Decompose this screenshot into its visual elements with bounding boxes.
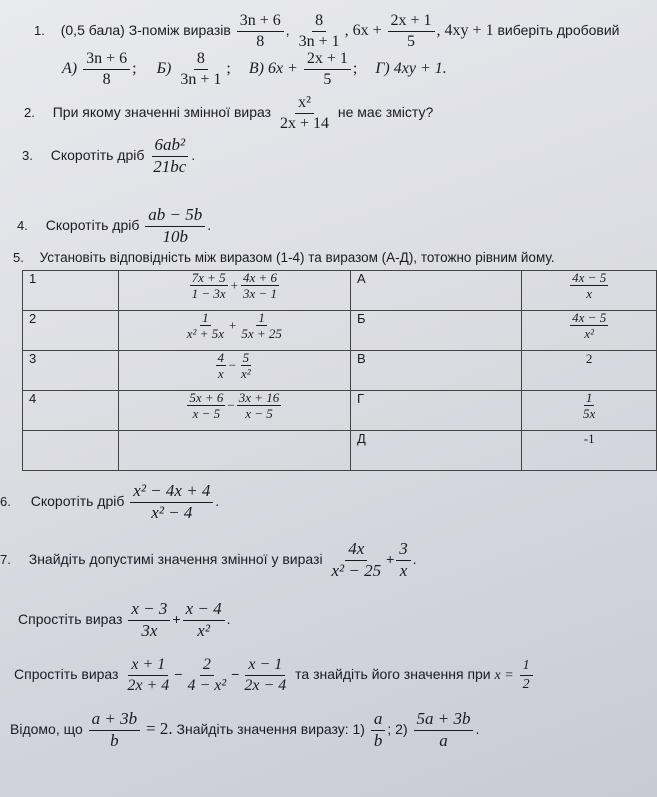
fraction: $\frac{3n + 6}{8}$ <box>83 50 130 88</box>
task-number: 5. <box>13 250 24 265</box>
fraction: $\frac{2}{\text{4 − x²}}$ <box>187 656 227 694</box>
option-label: Г) 4xy + 1. <box>375 59 447 77</box>
fraction: $\frac{2x + 1}{5}$ <box>304 50 351 88</box>
option-label: В) 6x + <box>248 59 298 77</box>
task-text: Установіть відповідність між виразом (1-4) та виразом (А-Д), тотожно рівним йому. <box>39 250 555 265</box>
task-number: 6. <box>0 493 11 509</box>
task-text: При якому значенні змінної вираз <box>52 103 272 120</box>
fraction: $\frac{4x}{\text{x² − 25}}$ <box>331 539 382 580</box>
task-10-line: Відомо, що $\frac{a + 3b}{b}$ = 2. Знайдіть значення виразу: 1) $\frac{a}{b}$ ; 2) $\frac{5a + 3b}{a}$ . <box>10 709 480 750</box>
expression: = 2. <box>146 718 173 738</box>
task-text: Спростіть вираз <box>18 610 123 627</box>
task-1-line: 1. (0,5 бала) З-поміж виразів $\frac{3n + 6}{8}$ , $\frac{8}{3n + 1}$ , 6x + $\frac{2x + 1}{5}$ , 4xy + 1 виберіть дробовий <box>34 12 620 50</box>
answer-cell: -1 <box>522 431 657 471</box>
task-text: Знайдіть значення виразу: 1) <box>176 720 365 737</box>
task-number: 2. <box>24 104 35 120</box>
task-text: та знайдіть його значення при <box>295 665 491 682</box>
answer-letter: А <box>350 271 521 311</box>
fraction: $\frac{2x + 1}{5}$ <box>388 12 435 50</box>
row-number: 3 <box>23 351 119 391</box>
fraction: $\frac{5a + 3b}{a}$ <box>414 710 474 750</box>
task-5-line <box>13 250 555 265</box>
fraction: $\frac{ab - 5b}{10b}$ <box>145 206 205 246</box>
expression: , 4xy + 1 <box>436 21 494 39</box>
fraction: $\frac{8}{3n + 1}$ <box>180 50 222 88</box>
task-text: не має змісту? <box>337 103 434 120</box>
fraction: $\frac{a + 3b}{b}$ <box>89 710 140 750</box>
table-row <box>23 351 657 391</box>
table-row <box>23 271 657 311</box>
task-text: Скоротіть дріб <box>50 146 145 163</box>
expression-cell: $\frac{1}{\text{x² + 5x}}$ + $\frac{1}{5x + 25}$ <box>118 311 350 351</box>
expression: , 6x + <box>344 21 382 39</box>
table-row <box>23 391 657 431</box>
expression-cell: $\frac{5x + 6}{x - 5}$ − $\frac{3x + 16}{x - 5}$ <box>118 391 350 431</box>
fraction: $\frac{x - 4}{\text{x²}}$ <box>183 600 225 640</box>
answer-letter: Д <box>350 431 521 471</box>
task-text: Скоротіть дріб <box>45 216 140 233</box>
answer-letter: Б <box>350 311 521 351</box>
option-label: А) <box>62 59 78 77</box>
fraction: $\frac{x - 3}{3x}$ <box>128 600 170 640</box>
option-label: Б) <box>156 59 172 77</box>
task-text: Знайдіть допустимі значення змінної у виразі <box>28 550 323 567</box>
row-number: 1 <box>23 271 119 311</box>
fraction: $\frac{1}{2}$ <box>520 658 533 692</box>
task-7-line: 7. Знайдіть допустимі значення змінної у виразі $\frac{4x}{\text{x² − 25}}$ + $\frac{3}{x}$ . <box>0 539 417 580</box>
fraction: $\frac{\text{x²}}{2x + 14}$ <box>279 94 329 132</box>
fraction: $\frac{8}{3n + 1}$ <box>298 12 340 50</box>
table-row <box>23 311 657 351</box>
task-number: 7. <box>0 551 11 567</box>
task-text: Скоротіть дріб <box>30 492 125 509</box>
task-4-line: 4. Скоротіть дріб $\frac{ab - 5b}{10b}$ . <box>17 205 212 246</box>
task-text: Спростіть вираз <box>14 665 119 682</box>
answer-cell: $\frac{4x - 5}{x}$ <box>522 271 657 311</box>
task-3-line: 3. Скоротіть дріб $\frac{\text{6ab²}}{21bc}$ . <box>22 135 196 176</box>
task-1-options: А) $\frac{3n + 6}{8}$ ; Б) $\frac{8}{3n + 1}$ ; В) 6x + $\frac{2x + 1}{5}$ ; Г) 4xy + 1. <box>62 50 447 88</box>
task-8-line: Спростіть вираз $\frac{x - 3}{3x}$ + $\frac{x - 4}{\text{x²}}$ . <box>18 599 231 640</box>
answer-cell: 2 <box>522 351 657 391</box>
matching-table <box>22 270 657 471</box>
task-number: 1. <box>34 22 45 38</box>
task-text: Відомо, що <box>10 720 83 737</box>
expression-cell: $\frac{4}{x}$ − $\frac{5}{\text{x²}}$ <box>118 351 350 391</box>
fraction: $\frac{3n + 6}{8}$ <box>237 12 284 50</box>
answer-letter: В <box>350 351 521 391</box>
task-text: виберіть дробовий <box>497 21 620 38</box>
answer-letter: Г <box>350 391 521 431</box>
row-number: 2 <box>23 311 119 351</box>
task-2-line <box>24 94 433 132</box>
row-number: 4 <box>23 391 119 431</box>
task-number: 3. <box>22 147 33 163</box>
expression-cell: $\frac{7x + 5}{1 - 3x}$ + $\frac{4x + 6}{3x - 1}$ <box>118 271 350 311</box>
task-6-line: 6. Скоротіть дріб $\frac{\text{x² − 4x + 4}}{\text{x² − 4}}$ . <box>0 481 220 522</box>
task-9-line: Спростіть вираз $\frac{x + 1}{2x + 4}$ − $\frac{2}{\text{4 − x²}}$ − $\frac{x - 1}{2x - 4}$ та знайдіть його значення при x = $\frac{1}{2}$ <box>14 656 535 694</box>
fraction: $\frac{x + 1}{2x + 4}$ <box>127 656 170 694</box>
separator: ; 2) <box>387 720 408 737</box>
fraction: $\frac{3}{x}$ <box>396 540 411 580</box>
answer-cell: $\frac{4x - 5}{\text{x²}}$ <box>522 311 657 351</box>
task-text: (0,5 бала) З-поміж виразів <box>60 21 231 38</box>
expression: x = <box>494 667 514 683</box>
table-row <box>23 431 657 471</box>
fraction: $\frac{\text{6ab²}}{21bc}$ <box>153 135 187 176</box>
task-number: 4. <box>17 217 28 233</box>
fraction: $\frac{a}{b}$ <box>371 710 386 750</box>
fraction: $\frac{\text{x² − 4x + 4}}{\text{x² − 4}}$ <box>130 482 213 522</box>
answer-cell: $\frac{1}{5x}$ <box>522 391 657 431</box>
fraction: $\frac{x - 1}{2x - 4}$ <box>244 656 287 694</box>
